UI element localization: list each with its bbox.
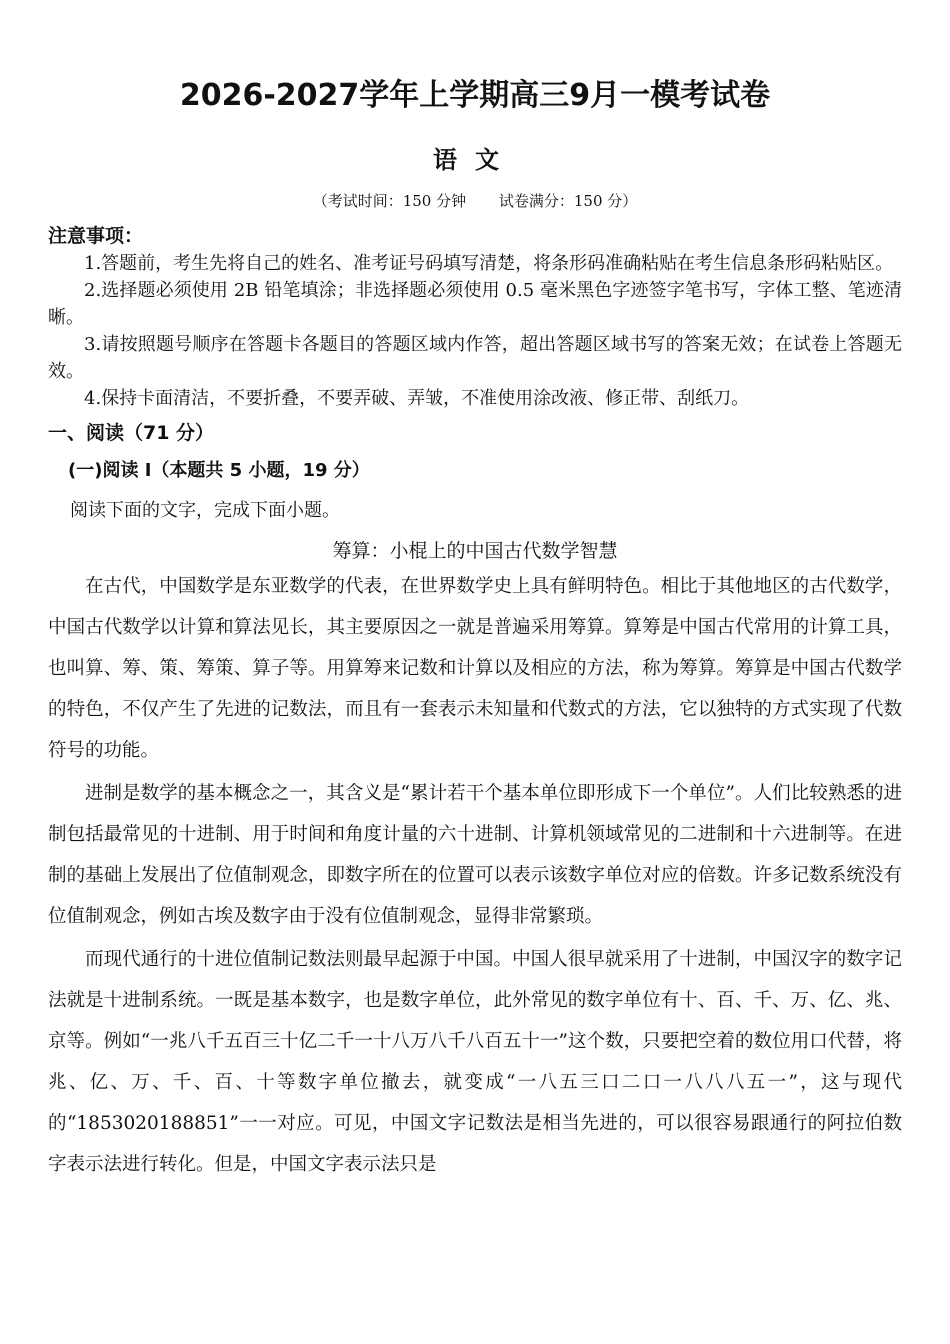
notice-block xyxy=(48,222,902,412)
notice-item: 1.答题前，考生先将自己的姓名、准考证号码填写清楚，将条形码准确粘贴在考生信息条形码粘贴区。 xyxy=(84,253,894,274)
notice-item: 3.请按照题号顺序在答题卡各题目的答题区域内作答，超出答题区域书写的答案无效；在试卷上答题无效。 xyxy=(48,334,902,382)
notice-item: 4.保持卡面清洁，不要折叠，不要弄破、弄皱，不准使用涂改液、修正带、刮纸刀。 xyxy=(84,388,750,409)
article-title: 筹算：小棍上的中国古代数学智慧 xyxy=(332,540,618,562)
section-heading: 一、阅读（71 分） xyxy=(48,422,215,444)
article-paragraph: 而现代通行的十进位值制记数法则最早起源于中国。中国人很早就采用了十进制，中国汉字的数字记法就是十进制系统。一既是基本数字，也是数字单位，此外常见的数字单位有十、百、千、万、亿、兆、京等。例如“一兆八千五百三十亿二千一十八万八千八百五十一”这个数，只要把空着的数位用口代替，将兆、亿、万、千、百、十等数字单位撤去，就变成“一八五三口二口一八八八五一”，这与现代的“1853020188851”一一对应。可见，中国文字记数法是相当先进的，可以很容易跟通行的阿拉伯数字表示法进行转化。但是，中国文字表示法只是 xyxy=(48,949,902,1175)
exam-content xyxy=(48,222,902,1185)
exam-meta xyxy=(0,190,950,211)
exam-title: 2026-2027学年上学期高三9月一模考试卷 xyxy=(179,78,771,113)
subject-title: 语文 xyxy=(433,146,517,174)
article xyxy=(48,536,902,1185)
notice-item: 2.选择题必须使用 2B 铅笔填涂；非选择题必须使用 0.5 毫米黑色字迹签字笔书写，字体工整、笔迹清晰。 xyxy=(48,280,902,328)
subsection-heading: (一)阅读 I（本题共 5 小题，19 分） xyxy=(68,460,370,481)
exam-time: （考试时间：150 分钟 xyxy=(312,192,467,210)
full-score: 试卷满分：150 分） xyxy=(498,192,638,210)
reading-instruction: 阅读下面的文字，完成下面小题。 xyxy=(70,500,340,521)
article-paragraph: 在古代，中国数学是东亚数学的代表，在世界数学史上具有鲜明特色。相比于其他地区的古代数学，中国古代数学以计算和算法见长，其主要原因之一就是普遍采用筹算。算筹是中国古代常用的计算工具，也叫算、筹、策、筹策、算子等。用算筹来记数和计算以及相应的方法，称为筹算。筹算是中国古代数学的特色，不仅产生了先进的记数法，而且有一套表示未知量和代数式的方法，它以独特的方式实现了代数符号的功能。 xyxy=(48,576,902,761)
article-paragraph: 进制是数学的基本概念之一，其含义是“累计若干个基本单位即形成下一个单位”。人们比较熟悉的进制包括最常见的十进制、用于时间和角度计量的六十进制、计算机领域常见的二进制和十六进制等。在进制的基础上发展出了位值制观念，即数字所在的位置可以表示该数字单位对应的倍数。许多记数系统没有位值制观念，例如古埃及数字由于没有位值制观念，显得非常繁琐。 xyxy=(48,783,902,927)
notice-heading: 注意事项： xyxy=(48,225,144,247)
